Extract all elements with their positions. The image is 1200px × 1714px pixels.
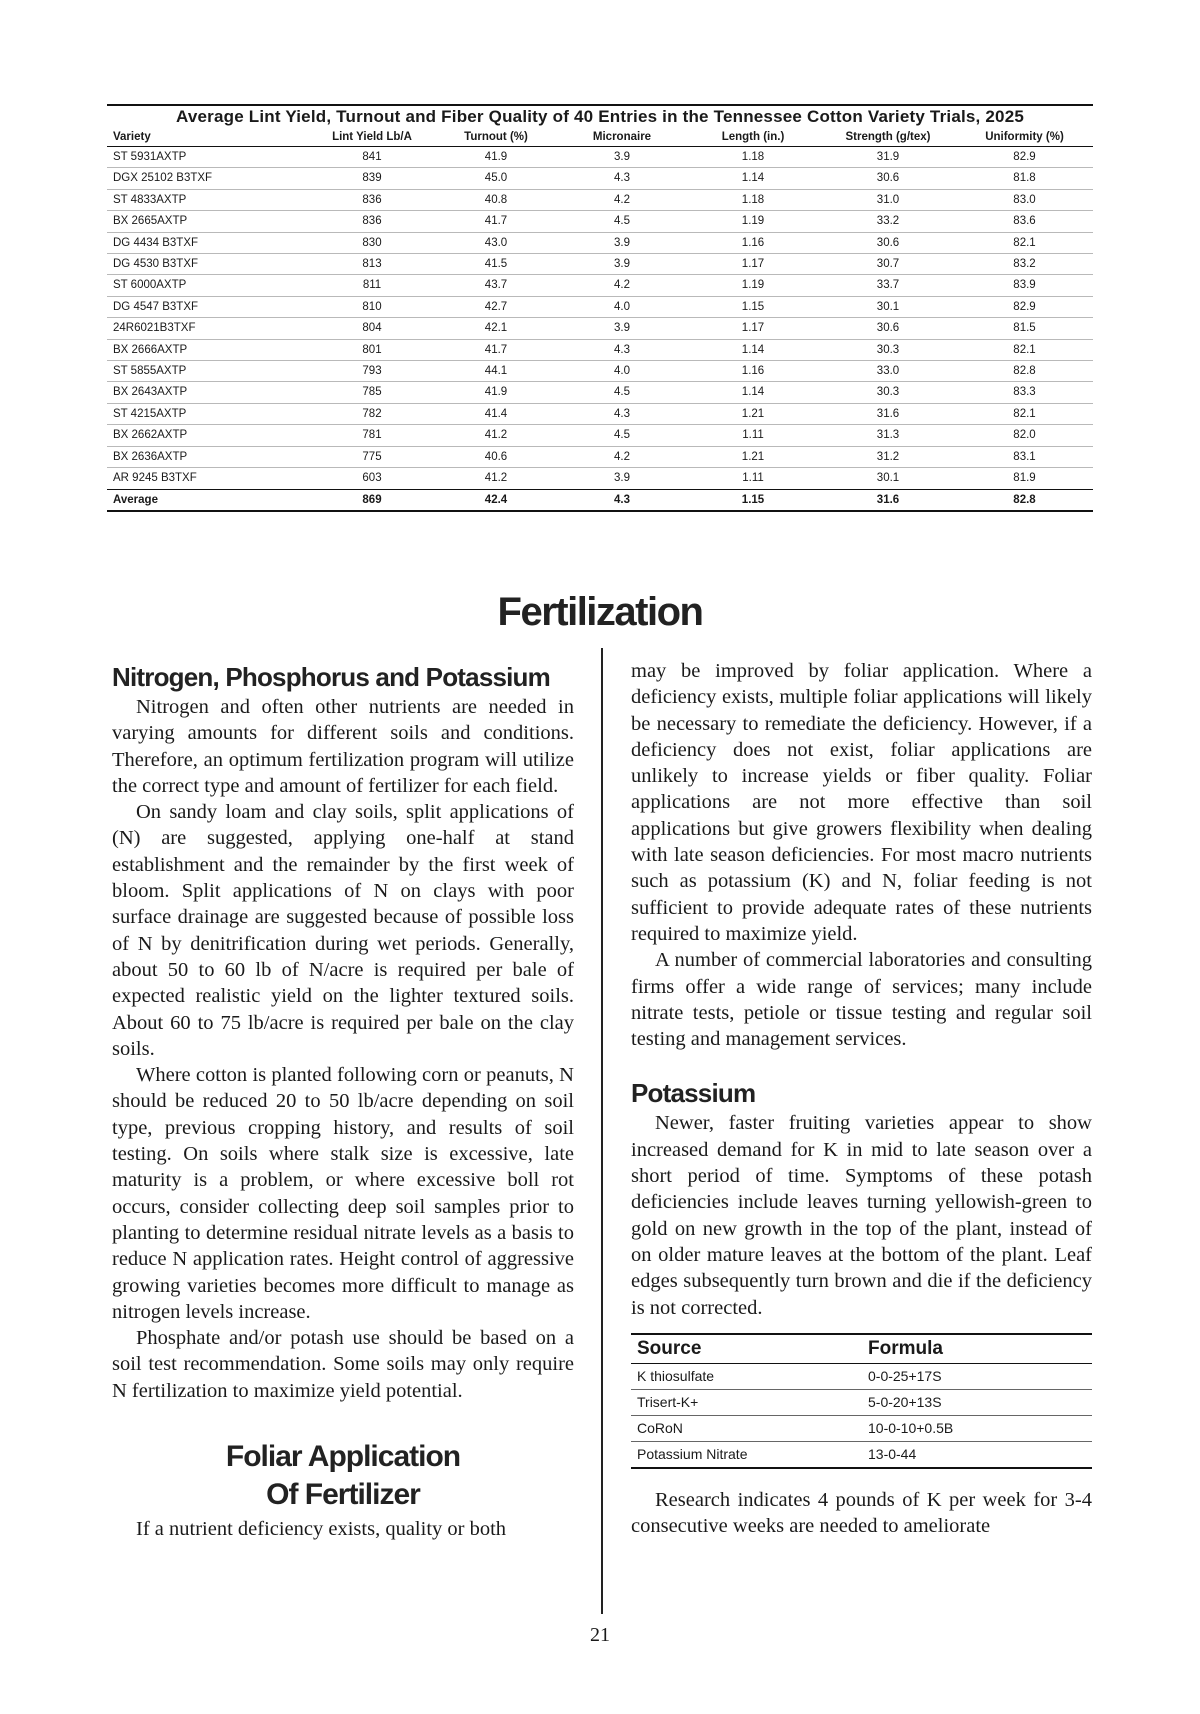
cell-variety: BX 2636AXTP (107, 446, 310, 467)
cell-turnout: 42.1 (434, 318, 558, 339)
cell-lint-yield: 781 (310, 425, 434, 446)
cell-micronaire: 4.2 (558, 275, 686, 296)
table-row (107, 232, 1093, 253)
cell-uniformity: 82.1 (956, 403, 1093, 424)
cell-micronaire: 4.0 (558, 296, 686, 317)
cell-length: 1.16 (686, 361, 820, 382)
cell-formula: 13-0-44 (862, 1441, 1092, 1468)
cell-turnout: 43.7 (434, 275, 558, 296)
column-header-length: Length (in.) (686, 128, 820, 147)
cell-variety: BX 2643AXTP (107, 382, 310, 403)
cell-strength: 30.6 (820, 232, 956, 253)
cell-micronaire: 4.3 (558, 403, 686, 424)
cell-length: 1.17 (686, 254, 820, 275)
laboratories-paragraph: A number of commercial laboratories and consulting firms offer a wide range of services; many include nitrate tests, petiole or tissue testing and regular soil testing and management services. (631, 949, 1092, 1051)
cell-uniformity: 82.8 (956, 361, 1093, 382)
cell-lint-yield: 603 (310, 468, 434, 489)
cell-strength: 30.7 (820, 254, 956, 275)
cell-lint-yield: 830 (310, 232, 434, 253)
column-header-variety: Variety (107, 128, 310, 147)
cell-uniformity: 83.3 (956, 382, 1093, 403)
cell-micronaire: 3.9 (558, 254, 686, 275)
foliar-paragraph: If a nutrient deficiency exists, quality or both (136, 1518, 507, 1541)
cell-turnout: 41.2 (434, 425, 558, 446)
cell-uniformity: 81.8 (956, 168, 1093, 189)
table-row (107, 425, 1093, 446)
cell-strength: 33.0 (820, 361, 956, 382)
npk-paragraph-4: Phosphate and/or potash use should be based on a soil test recommendation. Some soils may only require N fertilization to maximize yield potential. (112, 1327, 574, 1402)
cell-uniformity: 82.1 (956, 232, 1093, 253)
average-length: 1.15 (686, 489, 820, 511)
table-average-row (107, 489, 1093, 511)
cell-variety: DG 4434 B3TXF (107, 232, 310, 253)
table-row (631, 1363, 1092, 1389)
table-row (631, 1415, 1092, 1441)
cell-micronaire: 3.9 (558, 232, 686, 253)
cell-lint-yield: 775 (310, 446, 434, 467)
cell-lint-yield: 839 (310, 168, 434, 189)
column-divider (601, 648, 603, 1614)
cell-lint-yield: 785 (310, 382, 434, 403)
cell-turnout: 40.8 (434, 189, 558, 210)
cell-variety: DG 4530 B3TXF (107, 254, 310, 275)
cell-length: 1.21 (686, 403, 820, 424)
cell-length: 1.19 (686, 211, 820, 232)
cell-turnout: 41.9 (434, 147, 558, 168)
table-title: Average Lint Yield, Turnout and Fiber Quality of 40 Entries in the Tennessee Cotton Variety Trials, 2025 (175, 107, 1025, 126)
cell-strength: 31.6 (820, 403, 956, 424)
cell-lint-yield: 813 (310, 254, 434, 275)
foliar-heading (112, 1438, 574, 1514)
cell-length: 1.18 (686, 189, 820, 210)
column-header-micronaire: Micronaire (558, 128, 686, 147)
cell-micronaire: 3.9 (558, 147, 686, 168)
cell-variety: BX 2666AXTP (107, 339, 310, 360)
table-row (631, 1441, 1092, 1468)
npk-paragraph-3: Where cotton is planted following corn or peanuts, N should be reduced 20 to 50 lb/acre depending on soil type, previous cropping history, and results of soil testing. On soils where stalk size is excessive, late maturity is a problem, or where excessive boll rot occurs, consider collecting deep soil samples prior to planting to determine residual nitrate levels as a basis to reduce N application rates. Height control of aggressive growing varieties becomes more difficult to manage as nitrogen levels increase. (112, 1064, 574, 1323)
cell-length: 1.17 (686, 318, 820, 339)
cell-uniformity: 83.6 (956, 211, 1093, 232)
npk-paragraph-2: On sandy loam and clay soils, split applications of (N) are suggested, applying one-half at stand establishment and the remainder by the first week of bloom. Split applications of N on clays with poor surface drainage are suggested because of possible loss of N by denitrification during wet periods. Generally, about 50 to 60 lb of N/acre is required per bale of expected realistic yield on the lighter textured soils. About 60 to 75 lb/acre is required per bale on the clay soils. (112, 801, 574, 1060)
cell-uniformity: 83.2 (956, 254, 1093, 275)
cell-length: 1.21 (686, 446, 820, 467)
cell-micronaire: 4.0 (558, 361, 686, 382)
cell-strength: 30.3 (820, 339, 956, 360)
cell-micronaire: 4.3 (558, 339, 686, 360)
cell-turnout: 41.7 (434, 211, 558, 232)
table-row (107, 189, 1093, 210)
cell-turnout: 44.1 (434, 361, 558, 382)
cell-lint-yield: 782 (310, 403, 434, 424)
table-row (107, 275, 1093, 296)
cell-length: 1.14 (686, 168, 820, 189)
table-row (107, 468, 1093, 489)
cell-strength: 33.7 (820, 275, 956, 296)
cell-variety: ST 5855AXTP (107, 361, 310, 382)
column-header-lint-yield: Lint Yield Lb/A (310, 128, 434, 147)
cell-uniformity: 83.0 (956, 189, 1093, 210)
average-turnout: 42.4 (434, 489, 558, 511)
potassium-paragraph: Newer, faster fruiting varieties appear to show increased demand for K in mid to late season over a short period of time. Symptoms of these potash deficiencies include leaves turning yellowish-green to gold on new growth in the top of the plant, instead of on older mature leaves at the bottom of the plant. Leaf edges subsequently turn brown and die if the deficiency is not corrected. (631, 1112, 1092, 1319)
cell-source: Trisert-K+ (631, 1389, 862, 1415)
table-row (107, 382, 1093, 403)
cell-strength: 31.9 (820, 147, 956, 168)
cell-lint-yield: 841 (310, 147, 434, 168)
cell-lint-yield: 801 (310, 339, 434, 360)
cell-turnout: 41.7 (434, 339, 558, 360)
cell-length: 1.14 (686, 382, 820, 403)
cell-lint-yield: 811 (310, 275, 434, 296)
cell-variety: BX 2665AXTP (107, 211, 310, 232)
table-row (107, 168, 1093, 189)
table-row (107, 446, 1093, 467)
cell-formula: 0-0-25+17S (862, 1363, 1092, 1389)
cell-variety: BX 2662AXTP (107, 425, 310, 446)
cell-uniformity: 83.1 (956, 446, 1093, 467)
cell-micronaire: 4.2 (558, 446, 686, 467)
column-header-turnout: Turnout (%) (434, 128, 558, 147)
table-header-row (107, 128, 1093, 147)
cell-source: CoRoN (631, 1415, 862, 1441)
cell-length: 1.15 (686, 296, 820, 317)
cell-length: 1.19 (686, 275, 820, 296)
cell-turnout: 41.9 (434, 382, 558, 403)
average-lint-yield: 869 (310, 489, 434, 511)
right-column (631, 658, 1092, 1539)
sources-header-row (631, 1334, 1092, 1364)
page-number: 21 (590, 1624, 610, 1646)
average-label: Average (107, 489, 310, 511)
table-row (107, 296, 1093, 317)
cell-formula: 10-0-10+0.5B (862, 1415, 1092, 1441)
cell-formula: 5-0-20+13S (862, 1389, 1092, 1415)
cell-length: 1.14 (686, 339, 820, 360)
section-title: Fertilization (497, 590, 703, 634)
research-paragraph: Research indicates 4 pounds of K per week for 3-4 consecutive weeks are needed to ameliorate (631, 1488, 1092, 1538)
cell-turnout: 45.0 (434, 168, 558, 189)
cell-variety: ST 4215AXTP (107, 403, 310, 424)
cell-lint-yield: 810 (310, 296, 434, 317)
npk-heading: Nitrogen, Phosphorus and Potassium (112, 662, 550, 692)
cell-strength: 30.1 (820, 296, 956, 317)
cell-length: 1.18 (686, 147, 820, 168)
cell-variety: ST 5931AXTP (107, 147, 310, 168)
cell-uniformity: 82.0 (956, 425, 1093, 446)
cell-turnout: 42.7 (434, 296, 558, 317)
cell-micronaire: 3.9 (558, 468, 686, 489)
cell-turnout: 41.2 (434, 468, 558, 489)
cell-turnout: 41.5 (434, 254, 558, 275)
table-row (107, 403, 1093, 424)
cell-uniformity: 82.1 (956, 339, 1093, 360)
cell-micronaire: 3.9 (558, 318, 686, 339)
cell-variety: DG 4547 B3TXF (107, 296, 310, 317)
potassium-sources-table (631, 1333, 1092, 1469)
foliar-continued-paragraph: may be improved by foliar application. Where a deficiency exists, multiple foliar applications will likely be necessary to remediate the deficiency. However, if a deficiency does not exist, foliar applications are unlikely to increase yields or fiber quality. Foliar applications are not more effective than soil applications but give growers flexibility when dealing with late season deficiencies. For most macro nutrients such as potassium (K) and N, foliar feeding is not sufficient to provide adequate rates of these nutrients required to maximize yield. (631, 660, 1092, 945)
column-header-strength: Strength (g/tex) (820, 128, 956, 147)
table-row (107, 318, 1093, 339)
average-uniformity: 82.8 (956, 489, 1093, 511)
cell-strength: 31.2 (820, 446, 956, 467)
cell-strength: 30.3 (820, 382, 956, 403)
cell-source: K thiosulfate (631, 1363, 862, 1389)
cell-length: 1.11 (686, 468, 820, 489)
cell-variety: DGX 25102 B3TXF (107, 168, 310, 189)
table-row (107, 339, 1093, 360)
variety-trial-table (107, 104, 1093, 512)
cell-micronaire: 4.5 (558, 382, 686, 403)
cell-uniformity: 83.9 (956, 275, 1093, 296)
cell-source: Potassium Nitrate (631, 1441, 862, 1468)
cell-strength: 30.6 (820, 318, 956, 339)
cell-uniformity: 82.9 (956, 296, 1093, 317)
cell-strength: 30.1 (820, 468, 956, 489)
cell-strength: 31.3 (820, 425, 956, 446)
cell-lint-yield: 836 (310, 189, 434, 210)
cell-micronaire: 4.2 (558, 189, 686, 210)
table-row (631, 1389, 1092, 1415)
cell-variety: ST 6000AXTP (107, 275, 310, 296)
left-column (112, 658, 574, 1542)
npk-paragraph-1: Nitrogen and often other nutrients are needed in varying amounts for different soils and conditions. Therefore, an optimum fertilization program will utilize the correct type and amount of fertilizer for each field. (112, 696, 574, 797)
cell-uniformity: 81.5 (956, 318, 1093, 339)
column-header-formula: Formula (862, 1334, 1092, 1364)
cell-micronaire: 4.5 (558, 425, 686, 446)
cell-turnout: 41.4 (434, 403, 558, 424)
average-strength: 31.6 (820, 489, 956, 511)
cell-micronaire: 4.5 (558, 211, 686, 232)
average-micronaire: 4.3 (558, 489, 686, 511)
cell-lint-yield: 793 (310, 361, 434, 382)
table-row (107, 211, 1093, 232)
cell-variety: AR 9245 B3TXF (107, 468, 310, 489)
cell-strength: 33.2 (820, 211, 956, 232)
cell-micronaire: 4.3 (558, 168, 686, 189)
potassium-heading: Potassium (631, 1078, 756, 1109)
cell-length: 1.11 (686, 425, 820, 446)
foliar-heading-line-2: Of Fertilizer (266, 1478, 420, 1512)
cell-lint-yield: 836 (310, 211, 434, 232)
column-header-source: Source (631, 1334, 862, 1364)
cell-length: 1.16 (686, 232, 820, 253)
cell-turnout: 43.0 (434, 232, 558, 253)
variety-table (107, 128, 1093, 512)
cell-turnout: 40.6 (434, 446, 558, 467)
table-row (107, 361, 1093, 382)
table-row (107, 254, 1093, 275)
cell-uniformity: 82.9 (956, 147, 1093, 168)
cell-variety: 24R6021B3TXF (107, 318, 310, 339)
cell-variety: ST 4833AXTP (107, 189, 310, 210)
column-header-uniformity: Uniformity (%) (956, 128, 1093, 147)
cell-strength: 30.6 (820, 168, 956, 189)
cell-uniformity: 81.9 (956, 468, 1093, 489)
cell-lint-yield: 804 (310, 318, 434, 339)
cell-strength: 31.0 (820, 189, 956, 210)
table-row (107, 147, 1093, 168)
foliar-heading-line-1: Foliar Application (225, 1440, 461, 1474)
